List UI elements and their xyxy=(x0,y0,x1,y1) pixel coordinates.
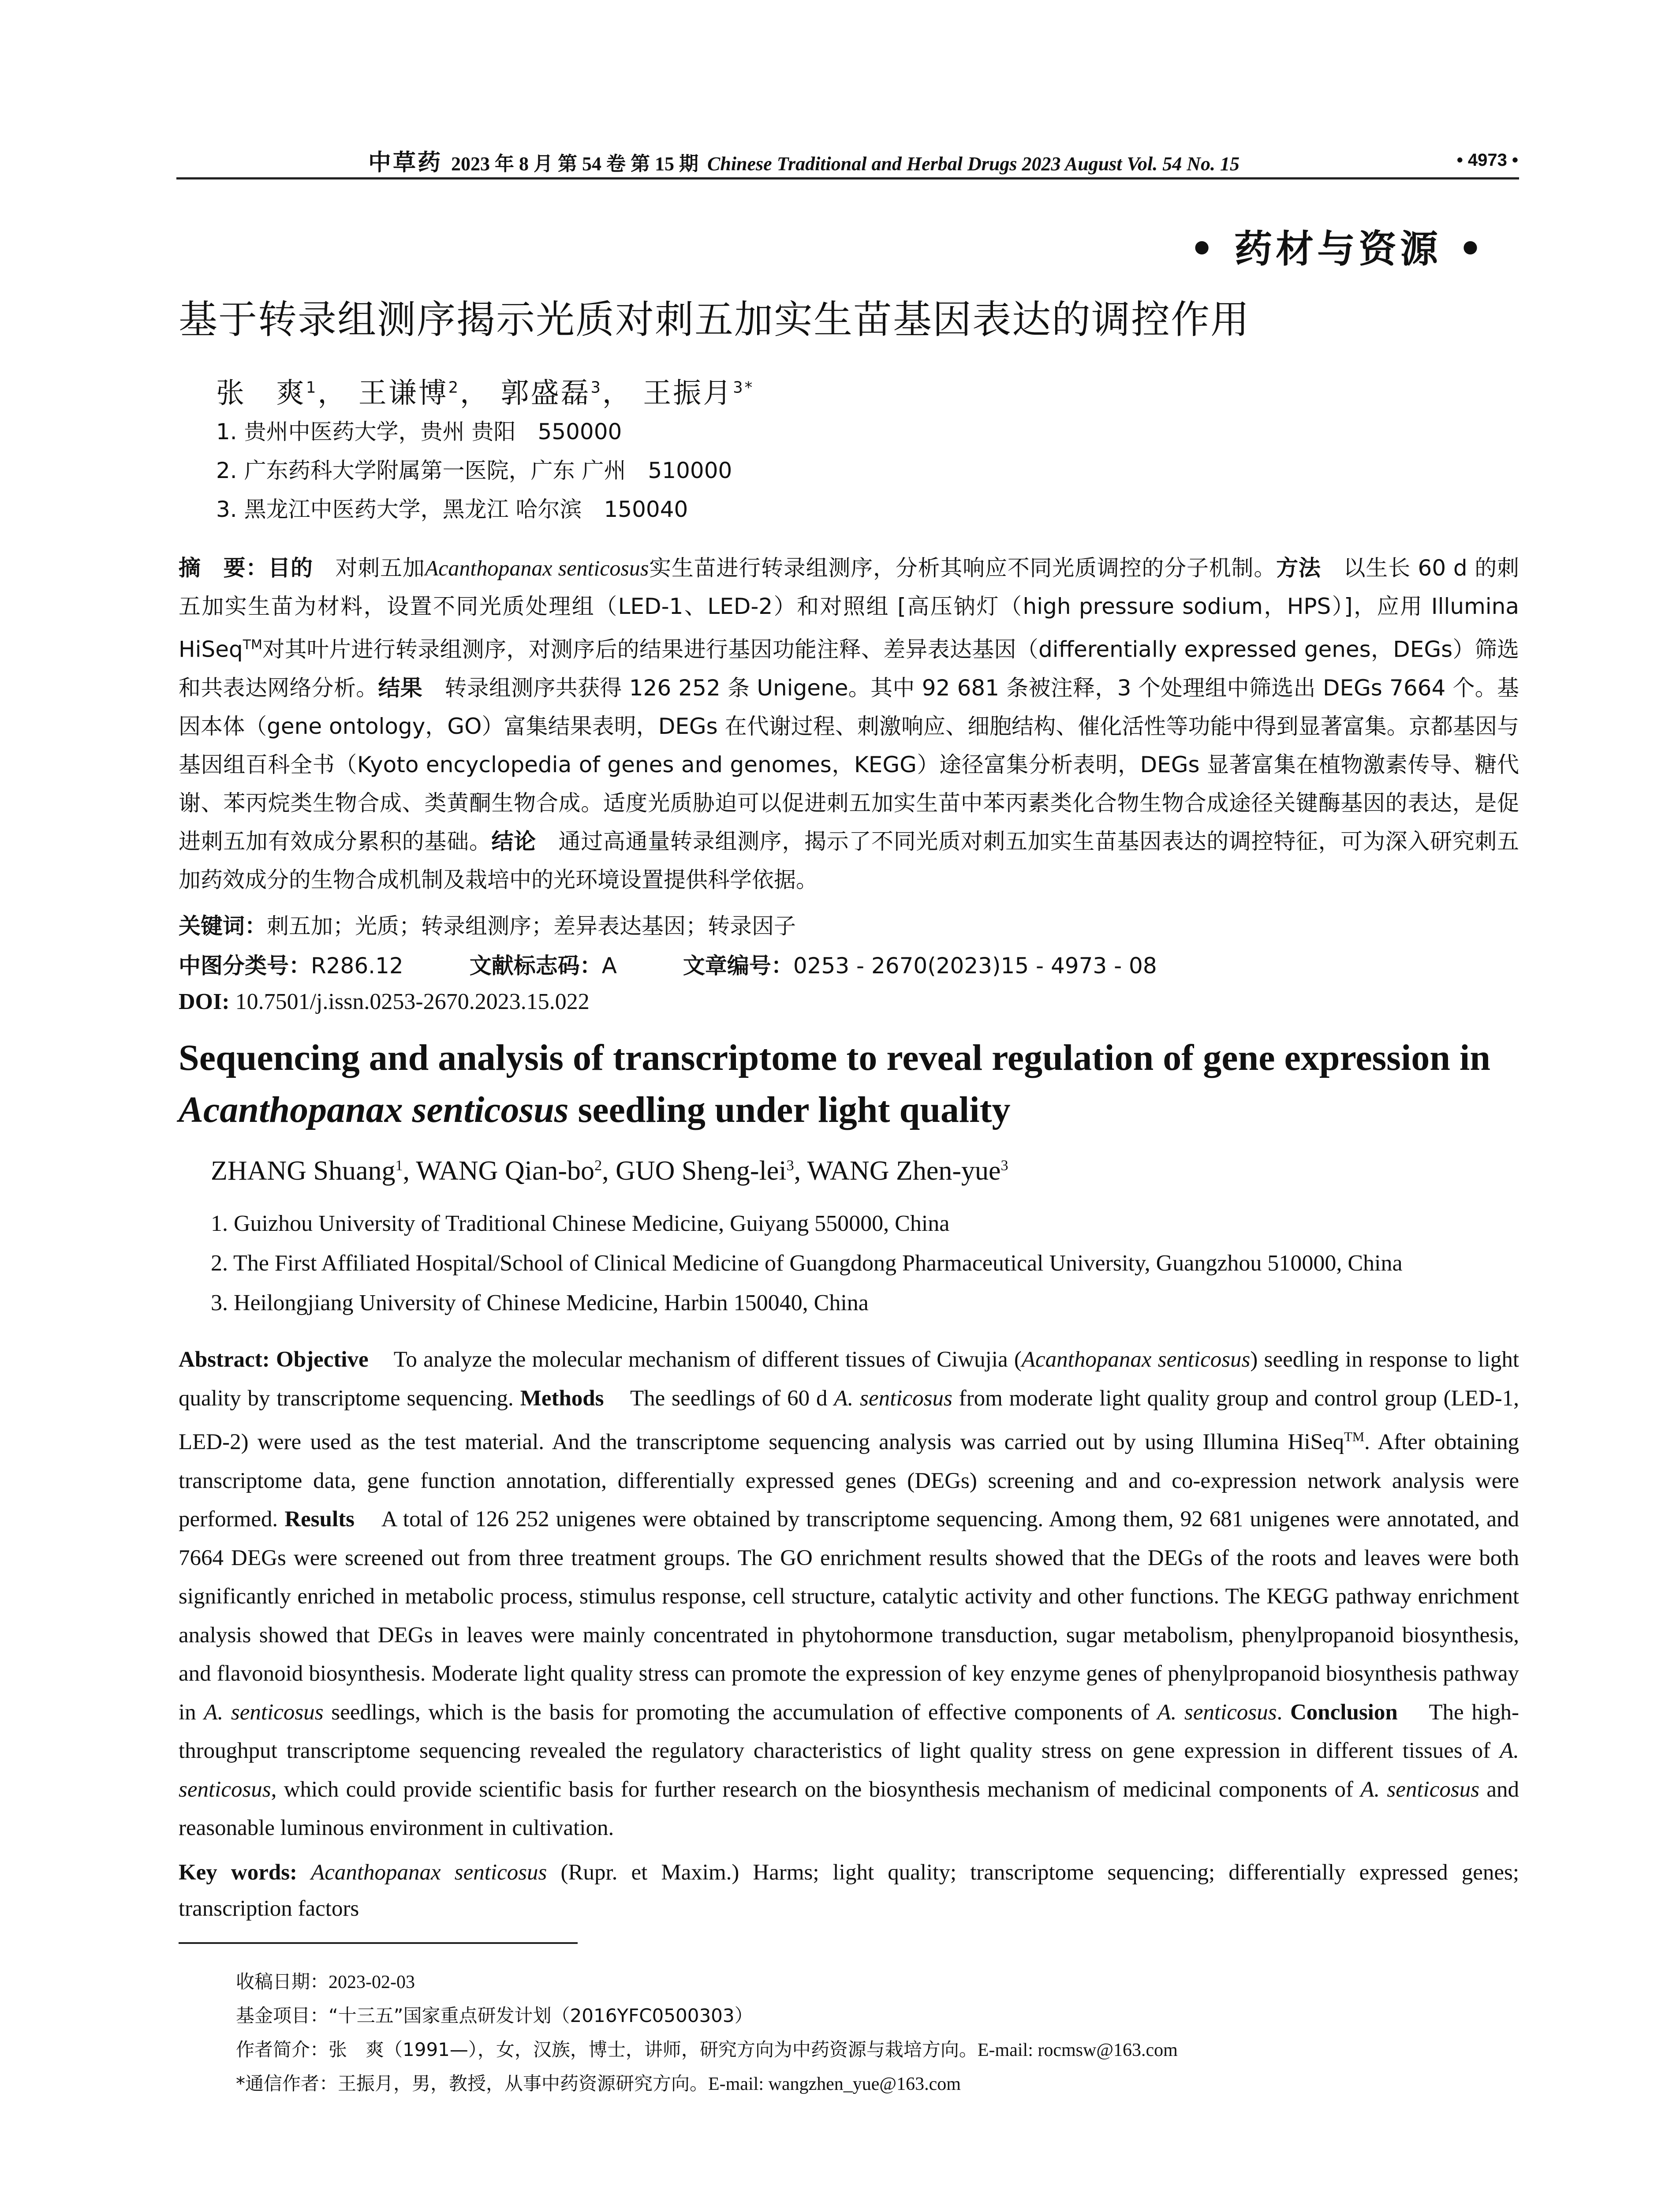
author-cn-sup: 1 xyxy=(306,378,318,397)
trademark-sup: TM xyxy=(243,637,262,653)
author-cn-sup: 3 xyxy=(590,378,602,397)
classification-line xyxy=(179,948,1157,983)
clc-value: R286.12 xyxy=(311,953,403,979)
running-head xyxy=(179,144,1518,176)
corresponding-text: 王振月，男，教授，从事中药资源研究方向。 xyxy=(338,2073,709,2094)
species-abbrev: A. senticosus xyxy=(834,1386,952,1411)
received-date: 2023-02-03 xyxy=(329,1972,415,1992)
results-text-en: . xyxy=(1277,1700,1283,1725)
author-en-sup: 2 xyxy=(594,1157,602,1174)
conclusion-text-en: and reasonable luminous environment in cultivation. xyxy=(179,1777,1519,1840)
conclusion-text-cn: 通过高通量转录组测序，揭示了不同光质对刺五加实生苗基因表达的调控特征，可为深入研究刺五加药效成分的生物合成机制及栽培中的光环境设置提供科学依据。 xyxy=(179,828,1519,893)
corresponding-email[interactable]: E-mail: wangzhen_yue@163.com xyxy=(708,2074,961,2094)
species-abbrev: A. senticosus xyxy=(1157,1700,1277,1725)
page-number: • 4973 • xyxy=(1456,150,1518,170)
objective-text-en: To analyze the molecular mechanism of different tissues of Ciwujia ( xyxy=(393,1347,1022,1372)
species-name-en: Acanthopanax senticosus xyxy=(1021,1347,1251,1372)
species-abbrev: A. senticosus xyxy=(1360,1777,1480,1802)
methods-text-en: The seedlings of 60 d xyxy=(630,1386,834,1411)
keywords-cn-text: 刺五加；光质；转录组测序；差异表达基因；转录因子 xyxy=(267,913,796,939)
results-text-en: A total of 126 252 unigenes were obtained by transcriptome sequencing. Among them, 92 681 unigenes were annotated, and 7664 DEGs were screened out from three treatment groups. The GO enrichment results showed that the DEGs of the roots and leaves were both significantly enriched in metabolic process, stimulus response, cell structure, catalytic activity and other functions. The KEGG pathway enrichment analysis showed that DEGs in leaves were mainly concentrated in phytohormone transduction, sugar metabolism, phenylpropanoid biosynthesis, and flavonoid biosynthesis. Moderate light quality stress can promote the expression of key enzyme genes of phenylpropanoid biosynthesis pathway in xyxy=(179,1507,1519,1725)
methods-text-en: from moderate light quality group and control group (LED-1, LED-2) were used as the test material. And the transcriptome sequencing analysis was carried out by using Illumina HiSeq xyxy=(179,1386,1519,1454)
author-cn: 张 爽 xyxy=(216,377,306,410)
title-en-text: Sequencing and analysis of transcriptome to reveal regulation of gene expression in xyxy=(179,1037,1491,1078)
footnotes xyxy=(236,1965,1178,2100)
methods-text-cn: 对其叶片进行转录组测序，对测序后的结果进行基因功能注释、差异表达基因（differentially expressed genes，DEGs）筛选和共表达网络分析。 xyxy=(179,636,1519,701)
fund-label: 基金项目： xyxy=(236,2005,329,2026)
results-label-cn: 结果 xyxy=(378,675,423,701)
keywords-en-species: Acanthopanax senticosus xyxy=(311,1860,547,1885)
header-rule xyxy=(176,177,1519,179)
article-number-label: 文章编号： xyxy=(683,953,793,979)
methods-label-en: Methods xyxy=(520,1386,604,1411)
journal-info-en: Chinese Traditional and Herbal Drugs 2023 August Vol. 54 No. 15 xyxy=(707,153,1239,175)
fund-text: “十三五”国家重点研发计划（2016YFC0500303） xyxy=(329,2005,753,2026)
affiliations-en xyxy=(211,1204,1403,1323)
author-en-sup: 3 xyxy=(1001,1157,1008,1174)
authors-en: ZHANG Shuang$^1$, WANG Qian-$bo^2$, GUO Sheng-lei$^3$, WANG Zhen-yue$^3$ xyxy=(211,1156,1008,1186)
doi-value[interactable]: 10.7501/j.issn.0253-2670.2023.15.022 xyxy=(235,989,590,1014)
objective-label-cn: 目的 xyxy=(268,555,313,581)
trademark-sup: TM xyxy=(1344,1429,1365,1444)
conclusion-label-en: Conclusion xyxy=(1290,1700,1398,1725)
author-cn: 王谦博 xyxy=(358,377,448,410)
keywords-cn xyxy=(179,908,796,944)
author-en: GUO Sheng-lei xyxy=(616,1156,787,1186)
running-head-left xyxy=(368,144,1239,177)
keywords-en xyxy=(179,1854,1519,1927)
affiliation-cn: 2. 广东药科大学附属第一医院，广东 广州 510000 xyxy=(216,458,732,483)
bio-text: 张 爽（1991—），女，汉族，博士，讲师，研究方向为中药资源与栽培方向。 xyxy=(329,2039,978,2060)
affiliation-en: 2. The First Affiliated Hospital/School of Clinical Medicine of Guangdong Pharmaceutical University, Guangzhou 510000, China xyxy=(211,1251,1403,1276)
affiliation-cn: 1. 贵州中医药大学，贵州 贵阳 550000 xyxy=(216,419,622,445)
received-label: 收稿日期： xyxy=(236,1971,329,1992)
bio-email[interactable]: E-mail: rocmsw@163.com xyxy=(977,2040,1178,2060)
affiliation-en: 3. Heilongjiang University of Chinese Medicine, Harbin 150040, China xyxy=(211,1290,869,1316)
species-abbrev: A. senticosus xyxy=(179,1738,1519,1802)
author-en: WANG Zhen-yue xyxy=(807,1156,1001,1186)
author-en: WANG Qian-bo xyxy=(416,1156,595,1186)
author-en-sup: 3 xyxy=(786,1157,794,1174)
footnote-received xyxy=(236,1965,1178,1999)
article-number-value: 0253 - 2670(2023)15 - 4973 - 08 xyxy=(793,953,1157,979)
methods-text-en: . After obtaining transcriptome data, gene function annotation, differentially expressed genes (DEGs) screening and and co-expression network analysis were performed. xyxy=(179,1430,1519,1532)
title-en xyxy=(179,1032,1521,1136)
section-label: • 药材与资源 • xyxy=(1190,227,1486,271)
methods-label-cn: 方法 xyxy=(1276,555,1321,581)
affiliation-cn: 3. 黑龙江中医药大学，黑龙江 哈尔滨 150040 xyxy=(216,497,688,522)
author-en: ZHANG Shuang xyxy=(211,1156,396,1186)
results-text-cn: 转录组测序共获得 126 252 条 Unigene。其中 92 681 条被注释，3 个处理组中筛选出 DEGs 7664 个。基因本体（gene ontology，GO）富集结果表明，DEGs 在代谢过程、刺激响应、细胞结构、催化活性等功能中得到显著富集。京都基因与基因组百科全书（Kyoto encyclopedia of genes and genomes，KEGG）途径富集分析表明，DEGs 显著富集在植物激素传导、糖代谢、苯丙烷类生物合成、类黄酮生物合成。适度光质胁迫可以促进刺五加实生苗中苯丙素类化合物生物合成途径关键酶基因的表达，是促进刺五加有效成分累积的基础。 xyxy=(179,675,1519,854)
objective-text-en: ) seedling in response to light quality by transcriptome sequencing. xyxy=(179,1347,1519,1411)
conclusion-label-cn: 结论 xyxy=(491,828,536,854)
author-cn: 王振月 xyxy=(643,377,733,410)
affiliation-en: 1. Guizhou University of Traditional Chinese Medicine, Guiyang 550000, China xyxy=(211,1211,950,1236)
species-abbrev: A. senticosus xyxy=(204,1700,324,1725)
species-name: Acanthopanax senticosus xyxy=(425,556,649,580)
abstract-en xyxy=(179,1341,1519,1848)
doc-code-value: A xyxy=(601,953,617,979)
doi-label: DOI: xyxy=(179,989,230,1014)
title-cn: 基于转录组测序揭示光质对刺五加实生苗基因表达的调控作用 xyxy=(179,297,1251,342)
keywords-en-label: Key words: xyxy=(179,1860,298,1885)
keywords-en-text: (Rupr. et Maxim.) Harms; light quality; transcriptome sequencing; differentially expressed genes; transcription factors xyxy=(179,1860,1519,1921)
keywords-cn-label: 关键词： xyxy=(179,913,267,939)
conclusion-text-en: The high-throughput transcriptome sequencing revealed the regulatory characteristics of light quality stress on gene expression in different tissues of xyxy=(179,1700,1519,1763)
author-cn-sup: 2 xyxy=(448,378,460,397)
title-en-text: seedling under light quality xyxy=(568,1089,1011,1130)
footnote-rule xyxy=(179,1942,578,1944)
title-en-species: Acanthopanax senticosus xyxy=(179,1089,569,1130)
footnote-bio xyxy=(236,2033,1178,2067)
affiliations-cn xyxy=(216,412,732,529)
objective-text-cn: 实生苗进行转录组测序，分析其响应不同光质调控的分子机制。 xyxy=(649,555,1277,581)
doc-code-label: 文献标志码： xyxy=(469,953,602,979)
results-label-en: Results xyxy=(284,1507,355,1532)
authors-cn: 张 爽$^1$， 王谦博$^2$， 郭盛磊$^3$， 王振月$^{3*}$ xyxy=(216,377,754,410)
clc-label: 中图分类号： xyxy=(179,953,311,979)
author-en-sup: 1 xyxy=(395,1157,403,1174)
footnote-fund xyxy=(236,1999,1178,2033)
journal-name-cn: 中草药 xyxy=(368,150,443,176)
abstract-cn xyxy=(179,549,1519,899)
corresponding-label: *通信作者： xyxy=(236,2073,338,2094)
conclusion-text-en: , which could provide scientific basis for further research on the biosynthesis mechanism of medicinal components of xyxy=(271,1777,1361,1802)
results-text-en: seedlings, which is the basis for promoting the accumulation of effective components of xyxy=(323,1700,1157,1725)
issue-info-cn: 2023 年 8 月 第 54 卷 第 15 期 xyxy=(451,153,699,175)
bio-label: 作者简介： xyxy=(236,2039,329,2060)
author-cn: 郭盛磊 xyxy=(500,377,591,410)
author-cn-sup: 3* xyxy=(733,378,754,397)
abstract-en-label: Abstract: Objective xyxy=(179,1347,369,1372)
abstract-cn-label: 摘 要： xyxy=(179,555,269,581)
doi-line xyxy=(179,984,590,1020)
objective-text-cn: 对刺五加 xyxy=(335,555,425,581)
methods-text-cn: 以生长 60 d 的刺五加实生苗为材料，设置不同光质处理组（LED-1、LED-2）和对照组 [高压钠灯（high pressure sodium，HPS）]，应用 Illumina HiSeq xyxy=(179,555,1519,662)
footnote-corresponding xyxy=(236,2067,1178,2100)
